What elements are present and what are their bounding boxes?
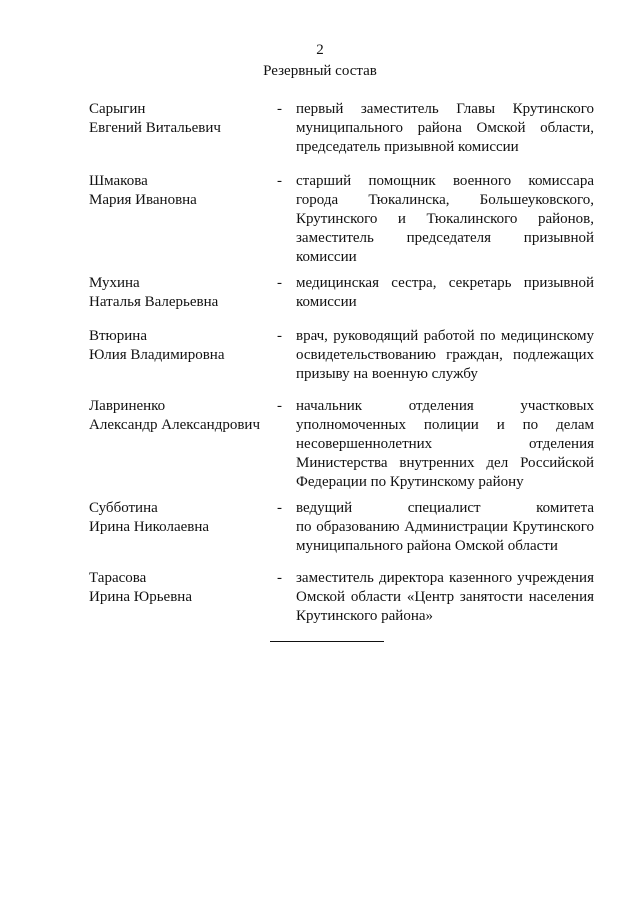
member-surname: Лавриненко xyxy=(89,398,166,414)
dash-separator: - xyxy=(277,173,282,189)
member-position xyxy=(296,569,594,626)
member-given-name: Евгений Витальевич xyxy=(89,120,221,136)
section-title: Резервный состав xyxy=(263,63,377,79)
member-surname: Субботина xyxy=(89,500,158,516)
member-given-name: Ирина Николаевна xyxy=(89,519,210,535)
position-line: освидетельствованию граждан, подлежащих xyxy=(296,347,594,363)
position-line: города Тюкалинска, Большеуковского, xyxy=(296,192,594,208)
member-given-name: Мария Ивановна xyxy=(89,192,197,208)
member-surname: Сарыгин xyxy=(89,101,146,117)
position-line: старший помощник военного комиссара xyxy=(296,173,594,189)
position-line: медицинская сестра, секретарь призывной xyxy=(296,275,594,291)
position-line: Омской области «Центр занятости населения xyxy=(296,589,594,605)
position-line: начальник отделения участковых xyxy=(296,398,594,414)
member-surname: Шмакова xyxy=(89,173,148,189)
member-position xyxy=(296,274,594,312)
member-name xyxy=(89,172,279,210)
position-line: уполномоченных полиции и по делам xyxy=(296,417,594,433)
member-name xyxy=(89,397,279,435)
member-position xyxy=(296,172,594,267)
member-name xyxy=(89,274,279,312)
member-given-name: Наталья Валерьевна xyxy=(89,294,219,310)
position-line: муниципального района Омской области, xyxy=(296,120,594,136)
position-line: по образованию Администрации Крутинского xyxy=(296,519,594,535)
position-line: председатель призывной комиссии xyxy=(296,139,519,155)
dash-separator: - xyxy=(277,275,282,291)
member-name xyxy=(89,569,279,607)
member-given-name: Ирина Юрьевна xyxy=(89,589,192,605)
position-line: Федерации по Крутинскому району xyxy=(296,474,524,490)
member-position xyxy=(296,499,594,556)
position-line: ведущий специалист комитета xyxy=(296,500,594,516)
member-given-name: Александр Александрович xyxy=(89,417,260,433)
member-position xyxy=(296,100,594,157)
position-line: Министерства внутренних дел Российской xyxy=(296,455,594,471)
member-position xyxy=(296,327,594,384)
dash-separator: - xyxy=(277,398,282,414)
position-line: призыву на военную службу xyxy=(296,366,478,382)
member-given-name: Юлия Владимировна xyxy=(89,347,225,363)
dash-separator: - xyxy=(277,101,282,117)
page-number: 2 xyxy=(316,42,324,58)
dash-separator: - xyxy=(277,328,282,344)
position-line: комиссии xyxy=(296,249,357,265)
position-line: Крутинского района» xyxy=(296,608,433,624)
dash-separator: - xyxy=(277,500,282,516)
member-name xyxy=(89,327,279,365)
position-line: муниципального района Омской области xyxy=(296,538,558,554)
dash-separator: - xyxy=(277,570,282,586)
position-line: заместитель директора казенного учреждения xyxy=(296,570,594,586)
member-name xyxy=(89,100,279,138)
member-surname: Втюрина xyxy=(89,328,147,344)
position-line: комиссии xyxy=(296,294,357,310)
member-surname: Мухина xyxy=(89,275,140,291)
member-position xyxy=(296,397,594,492)
position-line: Крутинского и Тюкалинского районов, xyxy=(296,211,594,227)
closing-divider xyxy=(270,641,384,642)
member-surname: Тарасова xyxy=(89,570,147,586)
member-name xyxy=(89,499,279,537)
position-line: врач, руководящий работой по медицинскому xyxy=(296,328,594,344)
position-line: несовершеннолетних отделения xyxy=(296,436,594,452)
position-line: заместитель председателя призывной xyxy=(296,230,594,246)
position-line: первый заместитель Главы Крутинского xyxy=(296,101,594,117)
